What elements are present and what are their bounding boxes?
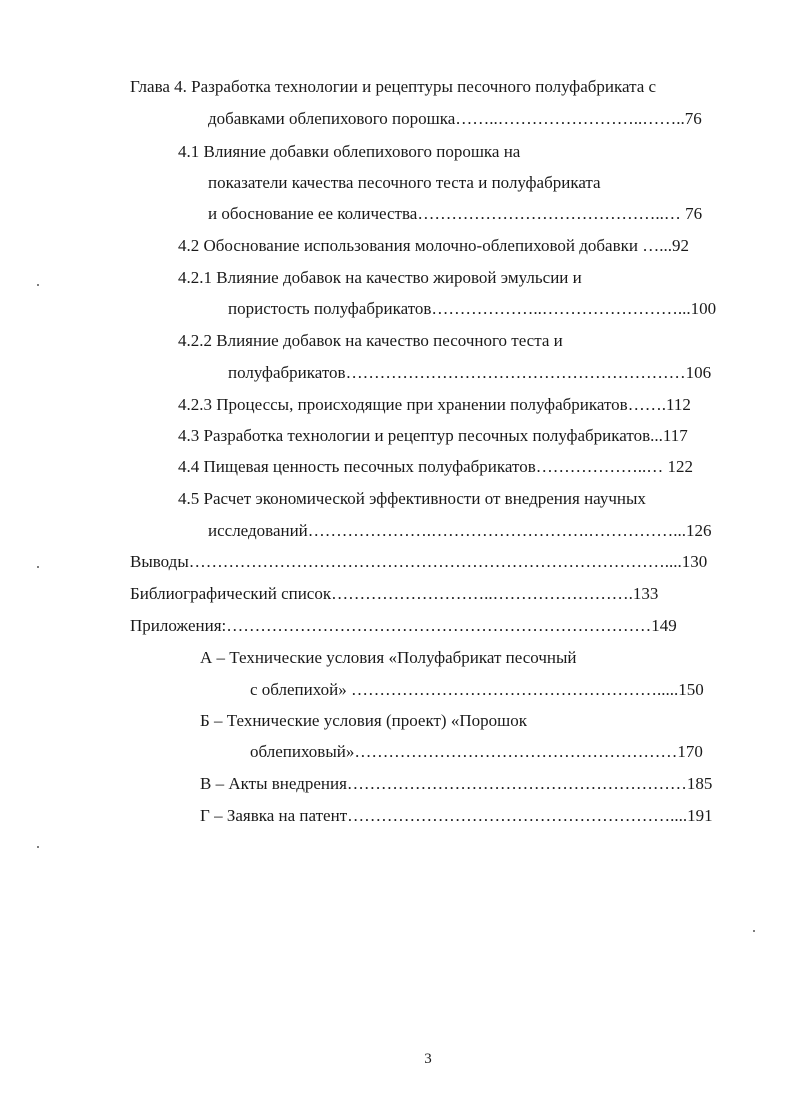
scan-artifact [753, 930, 755, 932]
toc-line-4-5-cont: исследований………………….……………………….……………...126 [208, 521, 712, 540]
toc-line-appendix-g: Г – Заявка на патент…………………………………………………....191 [200, 806, 713, 825]
scan-artifact [37, 846, 39, 848]
toc-line-4-2-3: 4.2.3 Процессы, происходящие при хранении полуфабрикатов…….112 [178, 395, 691, 414]
toc-line-4-2-1: 4.2.1 Влияние добавок на качество жировой эмульсии и [178, 268, 582, 287]
toc-line-4-2-2-cont: полуфабрикатов……………………………………………………106 [228, 363, 712, 382]
toc-line-appendix-a: А – Технические условия «Полуфабрикат песочный [200, 648, 577, 667]
toc-line-4-1-cont: показатели качества песочного теста и полуфабриката [208, 173, 601, 192]
toc-line-appendix-v: В – Акты внедрения……………………………………………………185 [200, 774, 713, 793]
toc-line-appendix-a-cont: с облепихой» ……………………………………………….....150 [250, 680, 704, 699]
toc-line-4-2: 4.2 Обоснование использования молочно-облепиховой добавки …...92 [178, 236, 689, 255]
toc-line-4-3: 4.3 Разработка технологии и рецептур песочных полуфабрикатов...117 [178, 426, 688, 445]
page-number: 3 [424, 1051, 432, 1067]
toc-line-chapter-4-title: Глава 4. Разработка технологии и рецептуры песочного полуфабриката с [130, 77, 657, 96]
toc-line-4-5: 4.5 Расчет экономической эффективности от внедрения научных [178, 489, 646, 508]
toc-line-bibliography: Библиографический список………………………..…………………….133 [130, 584, 659, 603]
toc-line-chapter-4-title-cont: добавками облепихового порошка……..……………………..……..76 [208, 109, 702, 128]
toc-line-appendices: Приложения:…………………………………………………………………149 [130, 616, 677, 635]
scan-artifact [37, 566, 39, 568]
toc-line-4-4: 4.4 Пищевая ценность песочных полуфабрикатов………………..… 122 [178, 457, 693, 476]
scan-artifact [37, 284, 39, 286]
toc-line-4-1-cont2: и обоснование ее количества……………………………………..… 76 [208, 204, 703, 223]
toc-line-4-1: 4.1 Влияние добавки облепихового порошка на [178, 142, 521, 161]
toc-line-conclusions: Выводы…………………………………………………………………………....130 [130, 552, 708, 571]
toc-line-4-2-2: 4.2.2 Влияние добавок на качество песочного теста и [178, 331, 563, 350]
toc-line-appendix-b: Б – Технические условия (проект) «Порошок [200, 711, 527, 730]
toc-line-appendix-b-cont: облепиховый»…………………………………………………170 [250, 742, 703, 761]
toc-line-4-2-1-cont: пористость полуфабрикатов………………..……………………...100 [228, 299, 717, 318]
